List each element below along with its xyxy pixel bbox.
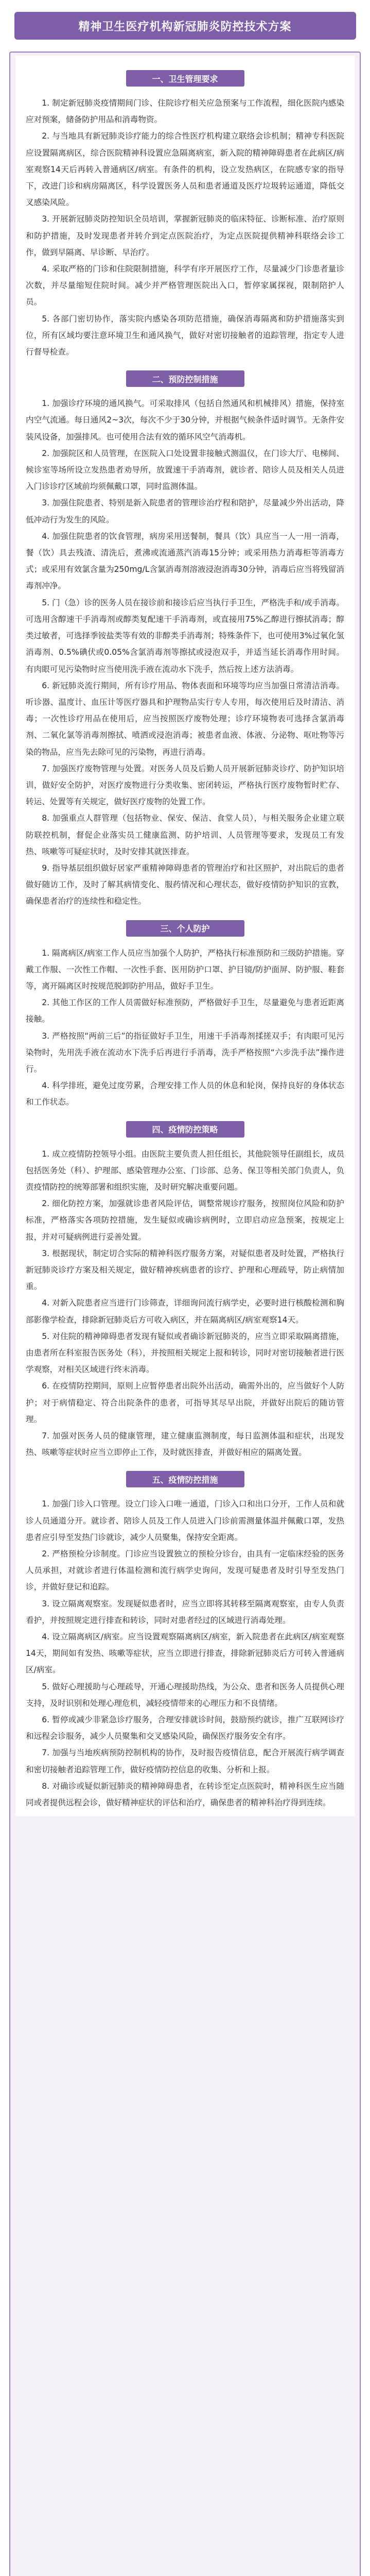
paragraph: 7. 加强与当地疾病预防控制机构的协作，及时报告疫情信息，配合开展流行病学调查和密切接触者追踪管理工作，做好疫情防控信息的收集、分析和上报。: [26, 1748, 344, 1774]
header: [0, 0, 370, 52]
paragraph: 1. 制定新冠肺炎疫情期间门诊、住院诊疗相关应急预案与工作流程，细化医院内感染应对预案，储备防护用品和消毒物资。: [26, 98, 344, 125]
paragraph: 1. 成立疫情防控领导小组。由医院主要负责人担任组长，其他院领导任副组长，成员包括医务处（科）、护理部、感染管理办公室、门诊部、总务、保卫等相关部门负责人，负责疫情防控的统筹部署和组织实施，及时研究解决重要问题。: [26, 1149, 344, 1192]
section-heading: 四、疫情防控策略: [152, 1125, 218, 1135]
paragraph: 8. 加强重点人群管理（包括物业、保安、保洁、食堂人员），与相关服务企业建立联防联控机制，督促企业落实员工健康监测、防护培训、人员管理等要求，发现员工有发热、咳嗽等可疑症状时，及时安排其就医排查。: [26, 814, 344, 856]
paragraph: 3. 根据现状，制定切合实际的精神科医疗服务方案，对疑似患者及时处置，严格执行新冠肺炎诊疗方案及相关规定，做好精神疾病患者的诊疗、护理和心理疏导，防止病情加重。: [26, 1248, 344, 1292]
paragraph: 2. 严格预检分诊制度。门诊应当设置独立的预检分诊台，由具有一定临床经验的医务人员承担，对就诊者进行体温检测和流行病学史询问，发现可疑患者及时引导至发热门诊，并做好登记和追踪。: [26, 1549, 344, 1592]
paragraph: 2. 细化防控方案，加强就诊患者风险评估，调整常规诊疗服务，按照岗位风险和防护标准，严格落实各项防控措施，发生疑似或确诊病例时，立即启动应急预案，按规定上报，并对可疑病例进行妥善处置。: [26, 1199, 344, 1242]
section-heading-banner: [126, 70, 244, 87]
paragraph: 4. 加强住院患者的饮食管理，病房采用送餐制，餐具（饮）具应当一人一用一消毒，餐（饮）具去残渣、清洗后，煮沸或流通蒸汽消毒15分钟；或采用热力消毒柜等消毒方式；或采用有效氯含量为250mg/L含氯消毒剂溶液浸泡消毒30分钟，消毒后应当将残留消毒剂冲净。: [26, 531, 344, 591]
content-frame: [9, 52, 361, 2576]
section-heading: 五、疫情防控措施: [152, 1475, 218, 1485]
paragraph: 5. 做好心理援助与心理疏导，开通心理援助热线，为公众、患者和医务人员提供心理支持，及时识别和处理心理危机，减轻疫情带来的心理压力和不良情绪。: [26, 1682, 344, 1708]
section-heading-banner: [126, 370, 244, 387]
paragraph: 2. 与当地具有新冠肺炎诊疗能力的综合性医疗机构建立联络会诊机制；精神专科医院应设置隔离病区，综合医院精神科设置应急隔离病室，新入院的精神障碍患者在此病区/病室观察14天后再转入普通病区/病室。有条件的机构，设立发热病区，在院感专家的指导下，改进门诊和病房隔离区，科学设置医务人员和患者通道及医疗垃圾转运通道，降低交叉感染风险。: [26, 131, 344, 208]
paragraph: 5. 各部门密切协作，落实院内感染各项防范措施，确保消毒隔离和防护措施落实到位，所有区域均要注意环境卫生和通风换气，做好对密切接触者的追踪管理，指定专人进行督导检查。: [26, 314, 344, 357]
paragraph: 8. 对确诊或疑似新冠肺炎的精神障碍患者，在转诊至定点医院时，精神科医生应当随同或者提供远程会诊，做好精神症状的评估和治疗，确保患者的精神科治疗得到连续。: [26, 1781, 344, 1808]
paragraph: 2. 加强院区和人员管理，在医院入口处设置非接触式测温仪，在门诊大厅、电梯间、候诊室等场所设立发热患者劝导所，放置速干手消毒剂，就诊者、陪诊人员及相关人员进入门诊诊疗区域前均须佩戴口罩，同时监测体温。: [26, 448, 344, 492]
paragraph: 2. 其他工作区的工作人员需做好标准预防，严格做好手卫生，尽量避免与患者近距离接触。: [26, 998, 344, 1024]
paragraph: 3. 严格按照“两前三后”的指征做好手卫生，用速干手消毒剂揉搓双手；有肉眼可见污染物时，先用洗手液在流动水下洗手后再进行手消毒，洗手严格按照“六步洗手法”操作进行。: [26, 1031, 344, 1074]
page-title: 精神卫生医疗机构新冠肺炎防控技术方案: [78, 20, 292, 33]
title-banner: [14, 12, 356, 40]
paragraph: 6. 暂停或减少非紧急诊疗服务，合理安排就诊时间，鼓励预约就诊，推广互联网诊疗和远程会诊服务，减少人员聚集和交叉感染风险，确保医疗服务安全有序。: [26, 1715, 344, 1741]
paragraph: 5. 门（急）诊的医务人员在接诊前和接诊后应当执行手卫生，严格洗手和/或手消毒。可选用含醇速干手消毒剂或醇类复配速干手消毒剂，或直接用75%乙醇进行擦拭消毒；醇类过敏者，可选择季铵盐类等有效的非醇类手消毒剂；特殊条件下，也可使用3%过氧化氢消毒剂、0.5%碘伏或0.05%含氯消毒剂等擦拭或浸泡双手，并适当延长消毒作用时间。有肉眼可见污染物时应当使用洗手液在流动水下洗手，然后按上述方法消毒。: [26, 598, 344, 674]
paragraph: 7. 加强对医务人员的健康管理，建立健康监测制度，每日监测体温和症状，出现发热、咳嗽等症状时应当立即停止工作，及时就医排查，并做好相应的隔离处置。: [26, 1431, 344, 1458]
paragraph: 1. 加强门诊入口管理。设立门诊入口唯一通道，门诊入口和出口分开，工作人员和就诊人员通道分开。就诊者、陪诊人员及工作人员进入门诊前需测量体温并佩戴口罩，发热患者应引导至发热门诊就诊，减少人员聚集，保持安全距离。: [26, 1499, 344, 1542]
paragraph: 4. 科学排班，避免过度劳累，合理安排工作人员的休息和轮岗，保持良好的身体状态和工作状态。: [26, 1081, 344, 1107]
document-body: [15, 56, 355, 1816]
paragraph: 1. 加强诊疗环境的通风换气。可采取排风（包括自然通风和机械排风）措施，保持室内空气流通。每日通风2~3次，每次不少于30分钟，并根据气候条件适时调节。无条件安装风设备，加强排风。也可使用合法有效的循环风空气消毒机。: [26, 399, 344, 442]
paragraph: 3. 开展新冠肺炎防控知识全员培训，掌握新冠肺炎的临床特征、诊断标准、治疗原则和防护措施，及时发现患者并转介到定点医院治疗，为定点医院提供精神科联络会诊工作，做到早隔离、早诊断、早治疗。: [26, 214, 344, 257]
paragraph: 5. 对住院的精神障碍患者发现有疑似或者确诊新冠肺炎的，应当立即采取隔离措施，由患者所在科室报告医务处（科），并按照相关规定上报和转诊，同时对密切接触者进行医学观察，对相关区域进行终末消毒。: [26, 1331, 344, 1375]
paragraph: 6. 新冠肺炎流行期间，所有诊疗用品、物体表面和环境等均应当加强日常清洁消毒。听诊器、温度计、血压计等医疗器具和护理物品实行专人专用，每次使用后及时清洁、消毒；一次性诊疗用品在使用后，应当按照医疗废物处理；诊疗环境物表可选择含氯消毒剂、二氧化氯等消毒剂擦拭、喷洒或浸泡消毒；被患者血液、体液、分泌物、呕吐物等污染的物品，应当先去除可见的污染物，再进行消毒。: [26, 681, 344, 757]
paragraph: 9. 指导基层组织做好居家严重精神障碍患者的管理治疗和社区照护，对出院后的患者做好随访工作，及时了解其病情变化、服药情况和心理状态，做好疫情防护知识的宣教，确保患者治疗的连续性和稳定性。: [26, 863, 344, 906]
section-heading: 一、卫生管理要求: [152, 74, 218, 84]
paragraph: 1. 隔离病区/病室工作人员应当加强个人防护，严格执行标准预防和三级防护措施。穿戴工作服、一次性工作帽、一次性手套、医用防护口罩、护目镜/防护面屏、防护服、鞋套等，离开隔离区时按规范脱卸防护用品，做好手卫生。: [26, 948, 344, 991]
section-heading: 三、个人防护: [160, 924, 210, 934]
section-heading: 二、预防控制措施: [152, 374, 218, 384]
section-heading-banner: [126, 920, 244, 937]
paragraph: 7. 加强医疗废物管理与处置。对医务人员及后勤人员开展新冠肺炎诊疗、防护知识培训，做好安全防护，对医疗废物进行分类收集、密闭转运，严格执行医疗废物暂时贮存、转运、处置等有关规定，做好医疗废物的处置工作。: [26, 764, 344, 807]
paragraph: 4. 设立隔离病区/病室。应当设置观察隔离病区/病室，新入院患者在此病区/病室观察14天，期间如有发热、咳嗽等症状，应当立即进行排查，排除新冠肺炎后方可转入普通病区/病室。: [26, 1632, 344, 1675]
section-heading-banner: [126, 1471, 244, 1487]
paragraph: 4. 采取严格的门诊和住院限制措施，科学有序开展医疗工作，尽量减少门诊患者量诊次数，并尽量缩短住院时间。减少并严格管理医院出入口，暂停家属探视，限制陪护人员。: [26, 264, 344, 307]
section-heading-banner: [126, 1121, 244, 1138]
paragraph: 3. 加强住院患者、特别是新入院患者的管理诊治疗程和陪护，尽量减少外出活动，降低冲动行为发生的风险。: [26, 498, 344, 524]
paragraph: 6. 在疫情防控期间，原则上应暂停患者出院外出活动，确需外出的，应当做好个人防护；对于病情稳定、符合出院条件的患者，可指导其尽早出院，并做好出院后的随访管理。: [26, 1381, 344, 1424]
paragraph: 3. 设立隔离观察室。发现疑似患者时，应当立即将其转移至隔离观察室，由专人负责看护，并按照规定进行排查和转诊，同时对患者经过的区域进行消毒处理。: [26, 1599, 344, 1625]
paragraph: 4. 对新入院患者应当进行门诊筛查，详细询问流行病学史，必要时进行核酸检测和胸部影像学检查，排除新冠肺炎后方可收入病区，并在隔离病区/病室观察14天。: [26, 1298, 344, 1325]
